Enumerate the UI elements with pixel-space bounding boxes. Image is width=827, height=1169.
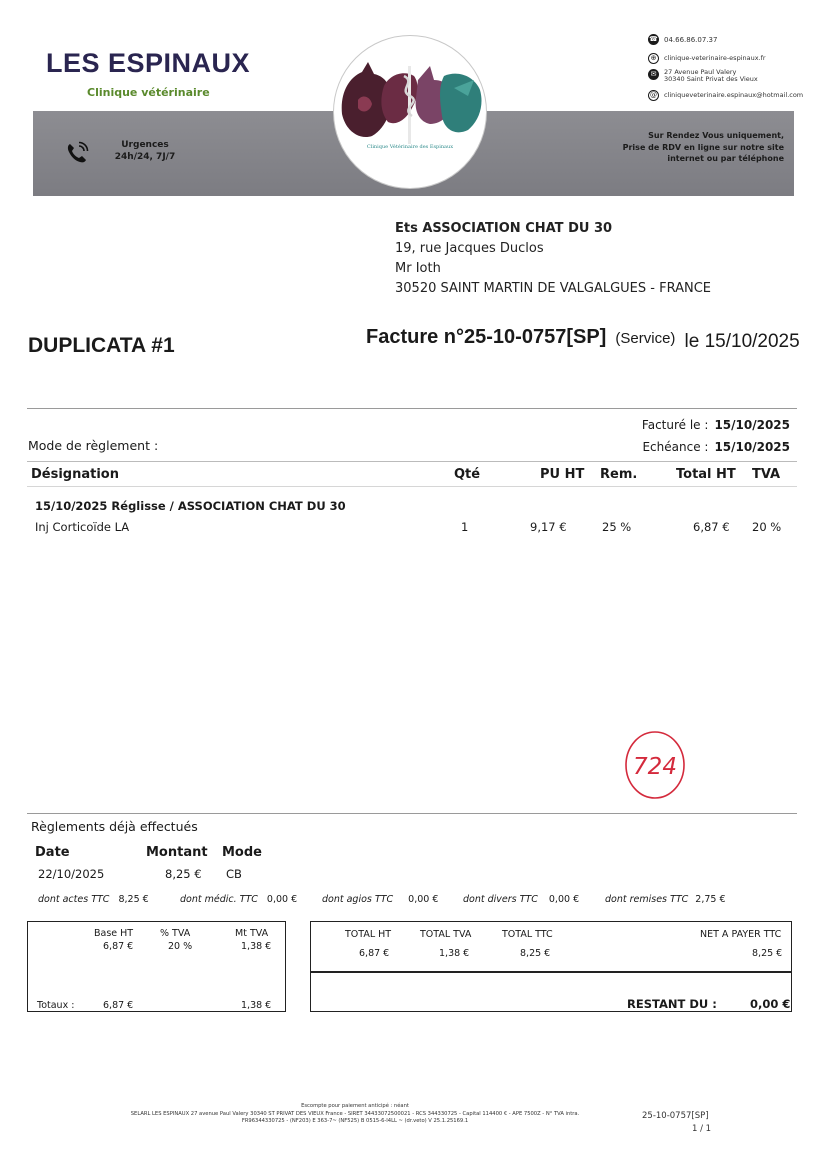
footer-page-number: 1 / 1 — [692, 1124, 712, 1134]
urgences-hours: 24h/24, 7J/7 — [114, 152, 176, 163]
summary-agios — [322, 894, 438, 905]
summary-divers-label: dont divers TTC — [463, 894, 538, 905]
address-line-1: 27 Avenue Paul Valery — [664, 68, 737, 76]
pay-montant: 8,25 € — [165, 867, 202, 881]
total-tva-label: TOTAL TVA — [420, 929, 472, 940]
mail-icon: ✉ — [648, 69, 659, 80]
vat-header-base: Base HT — [94, 928, 134, 939]
facture-date: 15/10/2025 — [714, 418, 790, 432]
echeance-row — [612, 436, 790, 458]
rdv-line-2: Prise de RDV en ligne sur notre site — [622, 142, 784, 152]
item-tva: 20 % — [752, 520, 782, 534]
facture-label: Facturé le : — [641, 418, 709, 432]
invoice-date: le 15/10/2025 — [684, 331, 800, 352]
website-text: clinique-veterinaire-espinaux.fr — [664, 54, 766, 62]
summary-remises-value: 2,75 € — [695, 894, 726, 905]
emergency-phone-icon — [64, 140, 90, 166]
total-ttc-value: 8,25 € — [520, 948, 551, 959]
total-tva-value: 1,38 € — [439, 948, 470, 959]
duplicata-label: DUPLICATA #1 — [28, 334, 175, 357]
recipient-name: Ets ASSOCIATION CHAT DU 30 — [395, 221, 613, 236]
handwritten-stamp — [622, 728, 688, 800]
legal-footer — [90, 1103, 620, 1126]
footer-line-3: FR96344330725 - (NF203) E 363-7~ (NF525) B 0515-6-I4LL ~ (dr.veto) V 25.1.25169.1 — [241, 1118, 469, 1125]
billing-dates — [612, 414, 790, 458]
stamp-text: 724 — [633, 754, 677, 780]
logo-caption: Clinique Vétérinaire des Espinaux — [366, 144, 454, 150]
address-line-2: 30340 Saint Privat des Vieux — [664, 75, 758, 84]
vat-pct-value: 20 % — [168, 941, 193, 952]
col-header-pu-ht: PU HT — [540, 467, 585, 482]
col-header-total-ht: Total HT — [676, 467, 736, 482]
total-ht-value: 6,87 € — [359, 948, 390, 959]
summary-divers — [463, 894, 579, 905]
net-a-payer-value: 8,25 € — [752, 948, 783, 959]
phone-icon: ☎ — [649, 35, 658, 43]
urgences-info — [100, 139, 190, 163]
rdv-info — [600, 130, 784, 165]
address-text — [664, 69, 758, 84]
contact-phone — [648, 34, 717, 45]
summary-medic — [180, 894, 297, 905]
col-header-qte: Qté — [454, 467, 481, 482]
totals-divider — [311, 971, 791, 973]
item-rem: 25 % — [602, 520, 632, 534]
mode-reglement-label: Mode de règlement : — [28, 438, 159, 453]
clinic-subtitle: Clinique vétérinaire — [87, 86, 210, 99]
vat-header-mt: Mt TVA — [235, 928, 269, 939]
item-pu-ht: 9,17 € — [530, 520, 567, 534]
summary-actes — [38, 894, 149, 905]
vat-totals-label: Totaux : — [37, 1000, 75, 1011]
footer-invoice-ref: 25-10-0757[SP] — [642, 1111, 709, 1121]
col-header-rem: Rem. — [600, 467, 638, 482]
logo-animals-icon — [334, 36, 487, 189]
echeance-date: 15/10/2025 — [714, 440, 790, 454]
summary-remises — [605, 894, 726, 905]
restant-du-label: RESTANT DU : — [627, 997, 717, 1011]
pay-header-mode: Mode — [222, 845, 262, 860]
summary-remises-label: dont remises TTC — [605, 894, 689, 905]
invoice-type: (Service) — [615, 330, 676, 347]
facture-row — [612, 414, 790, 436]
vat-base-value: 6,87 € — [103, 941, 134, 952]
recipient-street: 19, rue Jacques Duclos — [395, 241, 544, 256]
summary-actes-value: 8,25 € — [118, 894, 149, 905]
recipient-city: 30520 SAINT MARTIN DE VALGALGUES - FRANCE — [395, 281, 711, 296]
summary-medic-label: dont médic. TTC — [180, 894, 258, 905]
urgences-title: Urgences — [121, 140, 169, 150]
contact-email — [648, 90, 803, 101]
clinic-logo — [333, 35, 487, 189]
globe-icon: ⊕ — [648, 53, 659, 64]
item-designation: Inj Corticoïde LA — [35, 520, 130, 534]
item-total-ht: 6,87 € — [693, 520, 730, 534]
summary-divers-value: 0,00 € — [548, 894, 580, 905]
footer-line-1: Escompte pour paiement anticipé : néant — [301, 1103, 409, 1109]
summary-medic-value: 0,00 € — [266, 894, 298, 905]
invoice-title — [366, 326, 800, 352]
vat-totals-base: 6,87 € — [103, 1000, 134, 1011]
contact-address — [648, 69, 758, 84]
pay-date: 22/10/2025 — [38, 867, 105, 881]
recipient-contact: Mr Ioth — [395, 261, 441, 276]
item-qte: 1 — [461, 520, 469, 534]
clinic-name: LES ESPINAUX — [46, 48, 251, 78]
col-header-designation: Désignation — [31, 467, 119, 482]
phone-text: 04.66.86.07.37 — [664, 36, 718, 44]
payments-title: Règlements déjà effectués — [31, 819, 198, 834]
restant-du-value: 0,00 € — [750, 997, 791, 1011]
echeance-label: Echéance : — [642, 440, 709, 454]
rdv-line-1: Sur Rendez Vous uniquement, — [648, 131, 784, 140]
pay-header-montant: Montant — [146, 845, 208, 860]
email-text: cliniqueveterinaire.espinaux@hotmail.com — [664, 91, 804, 99]
divider — [27, 813, 797, 814]
invoice-number: Facture n°25-10-0757[SP] — [366, 326, 607, 348]
footer-line-2: SELARL LES ESPINAUX 27 avenue Paul Valery 30340 ST PRIVAT DES VIEUX France - SIRET 34433072500021 - RCS 344330725 - Capital 114400 € - APE 7500Z - N° TVA intra. — [130, 1110, 580, 1117]
total-ht-label: TOTAL HT — [345, 929, 392, 940]
at-icon: @ — [650, 91, 657, 99]
vat-mt-value: 1,38 € — [241, 941, 272, 952]
item-group-title: 15/10/2025 Réglisse / ASSOCIATION CHAT DU 30 — [35, 499, 346, 513]
col-header-tva: TVA — [752, 467, 781, 482]
vat-header-pct: % TVA — [160, 928, 191, 939]
total-ttc-label: TOTAL TTC — [502, 929, 553, 940]
summary-agios-value: 0,00 € — [408, 894, 439, 905]
pay-header-date: Date — [35, 845, 70, 860]
net-a-payer-label: NET A PAYER TTC — [700, 929, 782, 940]
vat-totals-tva: 1,38 € — [241, 1000, 272, 1011]
recipient-address — [395, 219, 711, 299]
divider — [27, 486, 797, 487]
summary-actes-label: dont actes TTC — [38, 894, 110, 905]
divider — [27, 461, 797, 462]
summary-agios-label: dont agios TTC — [322, 894, 394, 905]
pay-mode: CB — [226, 867, 242, 881]
divider — [27, 408, 797, 409]
contact-website — [648, 53, 766, 64]
rdv-line-3: internet ou par téléphone — [667, 154, 784, 164]
